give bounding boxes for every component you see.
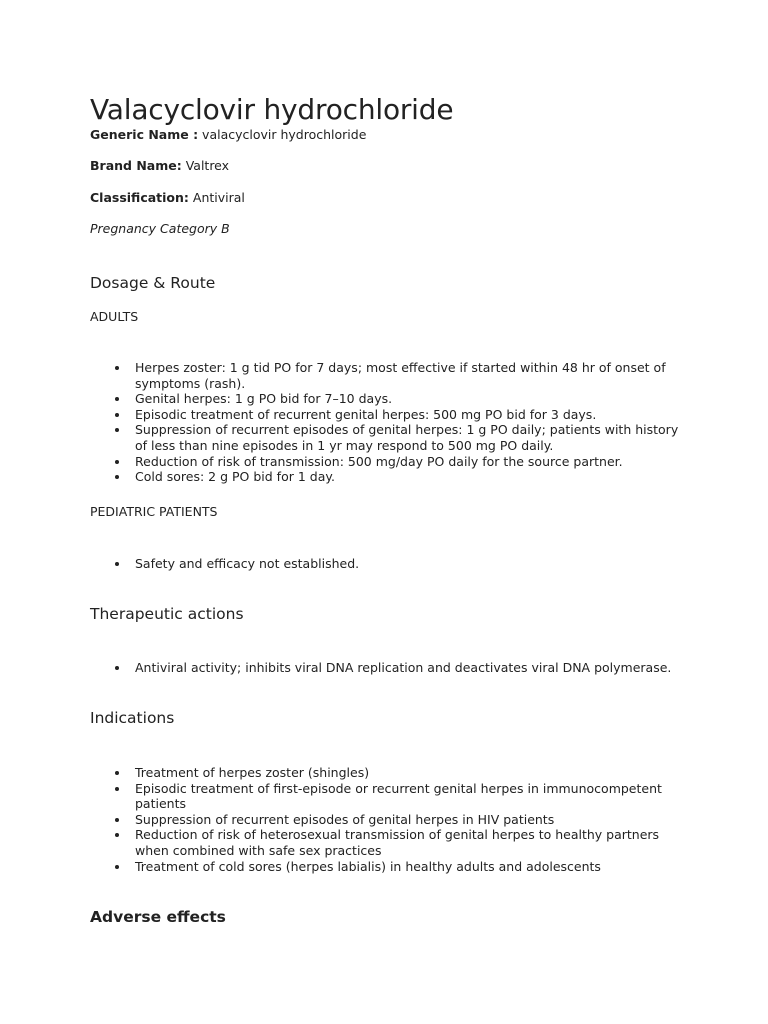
generic-name-value: valacyclovir hydrochloride xyxy=(198,127,367,142)
list-item: Episodic treatment of first-episode or recurrent genital herpes in immunocompetent patients xyxy=(90,781,690,812)
therapeutic-list xyxy=(90,660,690,676)
brand-name-line xyxy=(90,158,229,173)
therapeutic-heading: Therapeutic actions xyxy=(90,605,244,623)
pregnancy-category: Pregnancy Category B xyxy=(90,221,230,236)
list-item: Cold sores: 2 g PO bid for 1 day. xyxy=(90,469,690,485)
list-item: Treatment of cold sores (herpes labialis) in healthy adults and adolescents xyxy=(90,859,690,875)
list-item: Suppression of recurrent episodes of genital herpes: 1 g PO daily; patients with history of less than nine episodes in 1 yr may respond to 500 mg PO daily. xyxy=(90,422,690,453)
list-item: Safety and efficacy not established. xyxy=(90,556,690,572)
adverse-effects-heading: Adverse effects xyxy=(90,908,226,926)
list-item: Genital herpes: 1 g PO bid for 7–10 days. xyxy=(90,391,690,407)
list-item: Treatment of herpes zoster (shingles) xyxy=(90,765,690,781)
classification-value: Antiviral xyxy=(188,190,245,205)
adults-label: ADULTS xyxy=(90,309,139,324)
list-item: Reduction of risk of transmission: 500 mg/day PO daily for the source partner. xyxy=(90,454,690,470)
list-item: Suppression of recurrent episodes of genital herpes in HIV patients xyxy=(90,812,690,828)
list-item: Antiviral activity; inhibits viral DNA replication and deactivates viral DNA polymerase. xyxy=(90,660,690,676)
pediatric-dosage-list xyxy=(90,556,690,572)
list-item: Herpes zoster: 1 g tid PO for 7 days; most effective if started within 48 hr of onset of symptoms (rash). xyxy=(90,360,690,391)
pediatric-label: PEDIATRIC PATIENTS xyxy=(90,504,218,519)
adults-dosage-list xyxy=(90,360,690,485)
generic-name-line xyxy=(90,127,366,142)
generic-name-label: Generic Name : xyxy=(90,127,199,142)
dosage-heading: Dosage & Route xyxy=(90,274,216,292)
list-item: Reduction of risk of heterosexual transmission of genital herpes to healthy partners when combined with safe sex practices xyxy=(90,827,690,858)
list-item: Episodic treatment of recurrent genital herpes: 500 mg PO bid for 3 days. xyxy=(90,407,690,423)
page-title: Valacyclovir hydrochloride xyxy=(90,93,454,126)
indications-heading: Indications xyxy=(90,709,175,727)
brand-name-label: Brand Name: xyxy=(90,158,182,173)
classification-line xyxy=(90,190,245,205)
indications-list xyxy=(90,765,690,874)
classification-label: Classification: xyxy=(90,190,189,205)
brand-name-value: Valtrex xyxy=(181,158,230,173)
